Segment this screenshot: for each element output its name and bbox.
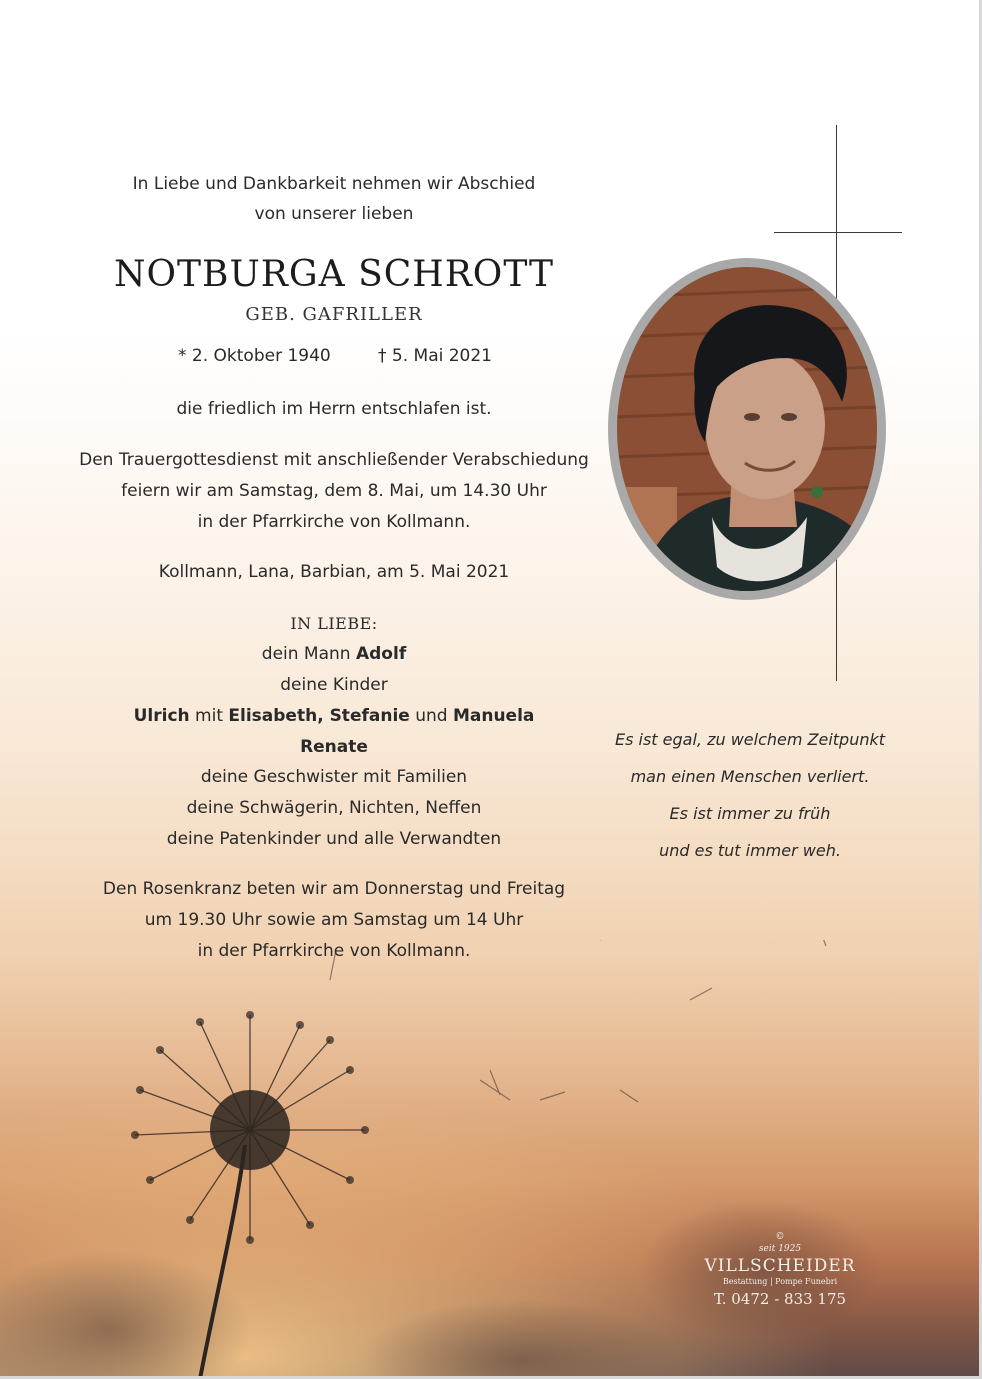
- logo-since: seit 1925: [758, 1244, 802, 1254]
- godchildren-line: deine Patenkinder und alle Verwandten: [166, 829, 502, 849]
- deceased-name: NOTBURGA SCHROTT: [113, 254, 555, 295]
- child-1-name: Ulrich: [133, 706, 190, 726]
- portrait-illustration: [617, 267, 877, 591]
- passed-line: die friedlich im Herrn entschlafen ist.: [176, 399, 492, 419]
- birth-date: * 2. Oktober 1940: [178, 346, 331, 366]
- logo-name: VILLSCHEIDER: [704, 1256, 856, 1276]
- husband-prefix: dein Mann: [261, 644, 356, 664]
- logo-tagline: Bestattung | Pompe Funebri: [722, 1277, 838, 1286]
- service-line-2: feiern wir am Samstag, dem 8. Mai, um 14.30 Uhr: [121, 481, 547, 501]
- rosary-line-2: um 19.30 Uhr sowie am Samstag um 14 Uhr: [144, 910, 524, 930]
- rosary-line-3: in der Pfarrkirche von Kollmann.: [197, 941, 471, 961]
- life-dates: [170, 346, 500, 368]
- mourner-children-line: [0, 705, 668, 727]
- mourner-husband-line: [0, 643, 668, 665]
- mourners-heading: IN LIEBE:: [290, 614, 378, 633]
- husband-name: Adolf: [355, 644, 407, 664]
- service-line-3: in der Pfarrkirche von Kollmann.: [197, 512, 471, 532]
- funeral-home-logo: [690, 1232, 870, 1322]
- service-line-1: Den Trauergottesdienst mit anschließender Verabschiedung: [79, 450, 589, 470]
- child-2-name: Renate: [300, 737, 368, 757]
- quote-line-4: und es tut immer weh.: [659, 841, 841, 860]
- mourner-child-2: [0, 736, 668, 758]
- quote-line-2: man einen Menschen verliert.: [630, 767, 870, 786]
- funeral-home-phone: T. 0472 - 833 175: [713, 1290, 847, 1308]
- birth-name: GEB. GAFRILLER: [245, 304, 423, 325]
- intro-line-2: von unserer lieben: [254, 204, 414, 224]
- inlaws-line: deine Schwägerin, Nichten, Neffen: [186, 798, 482, 818]
- death-date: † 5. Mai 2021: [378, 346, 493, 366]
- place-date: Kollmann, Lana, Barbian, am 5. Mai 2021: [158, 562, 510, 582]
- and-word: und: [409, 706, 453, 726]
- child-1-partners: Elisabeth, Stefanie: [228, 706, 410, 726]
- with-word: mit: [189, 706, 229, 726]
- cross-horizontal-line: [774, 232, 902, 233]
- portrait-photo: [617, 267, 877, 591]
- child-1-partner-3: Manuela: [452, 706, 535, 726]
- intro-line-1: In Liebe und Dankbarkeit nehmen wir Abschied: [132, 174, 536, 194]
- logo-copyright: ©: [775, 1232, 785, 1242]
- children-label: deine Kinder: [280, 675, 388, 695]
- siblings-line: deine Geschwister mit Familien: [200, 767, 468, 787]
- quote-line-3: Es ist immer zu früh: [669, 804, 831, 823]
- quote-line-1: Es ist egal, zu welchem Zeitpunkt: [614, 730, 886, 749]
- rosary-line-1: Den Rosenkranz beten wir am Donnerstag und Freitag: [102, 879, 566, 899]
